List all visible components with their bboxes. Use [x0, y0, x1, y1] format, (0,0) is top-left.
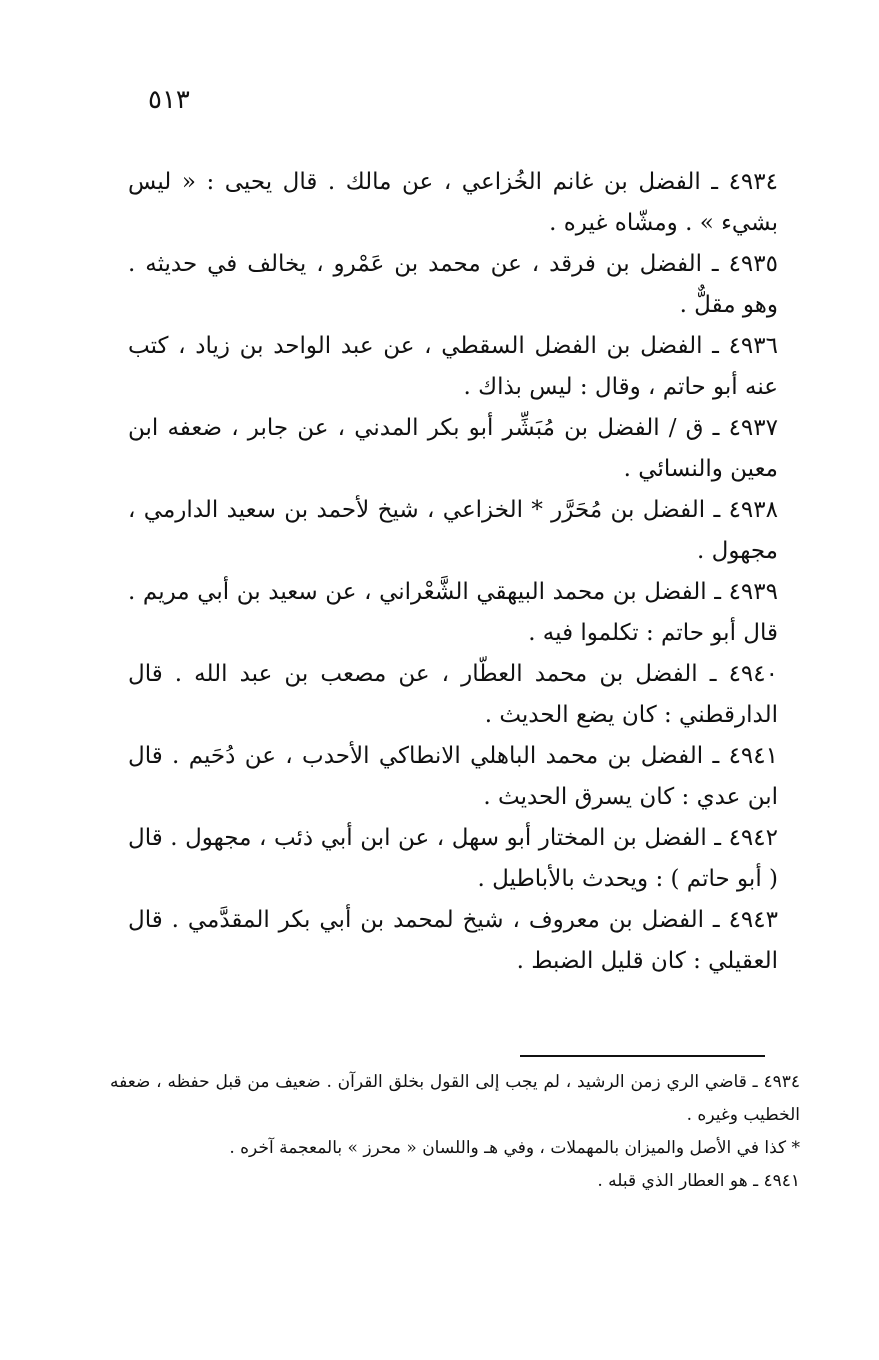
entry-4940: ٤٩٤٠ ـ الفضل بن محمد العطّار ، عن مصعب بن عبد الله . قال الدارقطني : كان يضع الحديث . — [128, 661, 778, 728]
entry-4937: ٤٩٣٧ ـ ق / الفضل بن مُبَشِّر أبو بكر المدني ، عن جابر ، ضعفه ابن معين والنسائي . — [128, 415, 778, 482]
entry-list — [128, 162, 778, 982]
page-number: ٥١٣ — [148, 85, 190, 115]
entry-4935: ٤٩٣٥ ـ الفضل بن فرقد ، عن محمد بن عَمْرو ، يخالف في حديثه . وهو مقلٌّ . — [128, 251, 778, 318]
footnote-divider — [520, 1055, 765, 1057]
entry-4942: ٤٩٤٢ ـ الفضل بن المختار أبو سهل ، عن ابن أبي ذئب ، مجهول . قال ( أبو حاتم ) : ويحدث بالأباطيل . — [128, 825, 778, 892]
entry-4943: ٤٩٤٣ ـ الفضل بن معروف ، شيخ لمحمد بن أبي بكر المقدَّمي . قال العقيلي : كان قليل الضبط . — [128, 907, 778, 974]
entry-4934: ٤٩٣٤ ـ الفضل بن غانم الخُزاعي ، عن مالك . قال يحيى : « ليس بشيء » . ومشّاه غيره . — [128, 169, 778, 236]
entry-4936: ٤٩٣٦ ـ الفضل بن الفضل السقطي ، عن عبد الواحد بن زياد ، كتب عنه أبو حاتم ، وقال : ليس بذاك . — [128, 333, 778, 400]
footnote-4934: ٤٩٣٤ ـ قاضي الري زمن الرشيد ، لم يجب إلى القول بخلق القرآن . ضعيف من قبل حفظه ، ضعفه الخطيب وغيره . — [110, 1072, 800, 1125]
footnote-4941: ٤٩٤١ ـ هو العطار الذي قبله . — [597, 1171, 800, 1191]
footnotes — [110, 1066, 800, 1198]
footnote-asterisk: * كذا في الأصل والميزان بالمهملات ، وفي هـ واللسان « محرز » بالمعجمة آخره . — [229, 1138, 800, 1158]
entry-4939: ٤٩٣٩ ـ الفضل بن محمد البيهقي الشَّعْراني ، عن سعيد بن أبي مريم . قال أبو حاتم : تكلموا فيه . — [128, 579, 778, 646]
entry-4938: ٤٩٣٨ ـ الفضل بن مُحَرَّر * الخزاعي ، شيخ لأحمد بن سعيد الدارمي ، مجهول . — [128, 497, 778, 564]
entry-4941: ٤٩٤١ ـ الفضل بن محمد الباهلي الانطاكي الأحدب ، عن دُحَيم . قال ابن عدي : كان يسرق الحديث . — [128, 743, 778, 810]
